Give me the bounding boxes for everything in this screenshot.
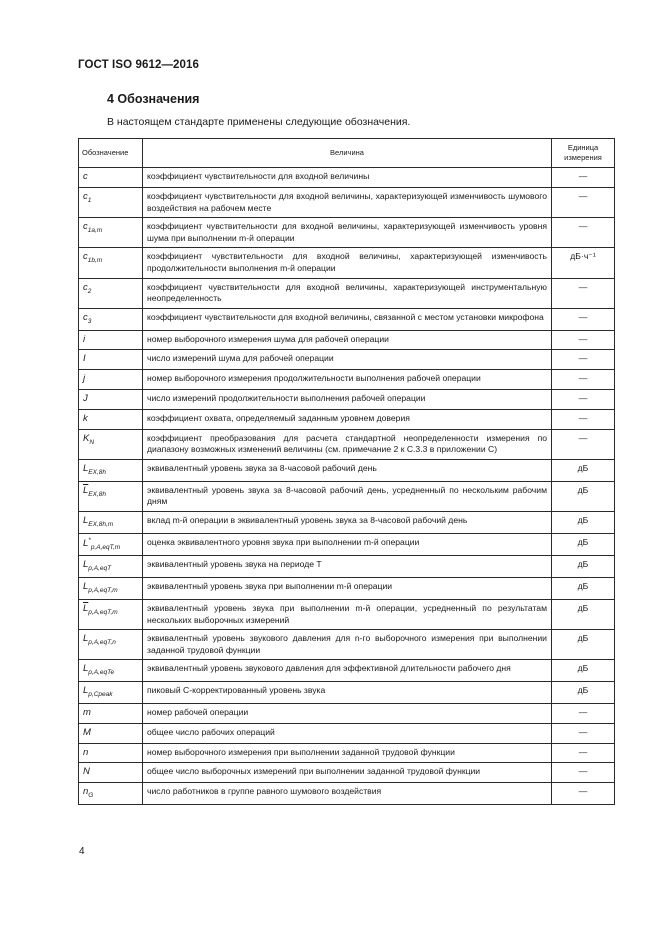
table-row bbox=[79, 370, 615, 390]
symbol-cell bbox=[79, 248, 143, 278]
symbol-subscript: p,A,eqTe bbox=[88, 669, 115, 677]
symbol-base: I bbox=[83, 353, 86, 365]
table-row bbox=[79, 660, 615, 682]
symbol-subscript: p,A,eqT,m bbox=[88, 609, 118, 616]
quantity-cell: номер выборочного измерения продолжительности выполнения рабочей операции bbox=[143, 370, 552, 390]
table-row bbox=[79, 390, 615, 410]
quantity-cell: эквивалентный уровень звука при выполнении m-й операции bbox=[143, 578, 552, 600]
symbol-cell bbox=[79, 390, 143, 410]
symbol-base: n bbox=[83, 786, 89, 798]
symbol-cell bbox=[79, 533, 143, 556]
symbol-cell bbox=[79, 763, 143, 783]
symbol-cell bbox=[79, 168, 143, 188]
column-header-unit: Единица измерения bbox=[552, 139, 615, 168]
unit-cell: — bbox=[552, 390, 615, 410]
quantity-cell: число работников в группе равного шумового воздействия bbox=[143, 783, 552, 805]
symbol-cell bbox=[79, 783, 143, 805]
quantity-cell: общее число рабочих операций bbox=[143, 723, 552, 743]
table-row bbox=[79, 630, 615, 660]
symbol-cell bbox=[79, 188, 143, 218]
unit-cell: — bbox=[552, 188, 615, 218]
unit-cell: — bbox=[552, 723, 615, 743]
table-row bbox=[79, 511, 615, 533]
symbol-subscript: EX,8h bbox=[88, 468, 107, 476]
unit-cell: — bbox=[552, 783, 615, 805]
table-row bbox=[79, 218, 615, 248]
symbol-base: c bbox=[83, 251, 88, 263]
quantity-cell: оценка эквивалентного уровня звука при выполнении m-й операции bbox=[143, 533, 552, 556]
unit-cell: дБ bbox=[552, 556, 615, 578]
quantity-cell: число измерений продолжительности выполнения рабочей операции bbox=[143, 390, 552, 410]
symbol-subscript: 1 bbox=[87, 197, 92, 205]
unit-cell: дБ bbox=[552, 459, 615, 481]
symbol-subscript: EX,8h,m bbox=[88, 520, 114, 528]
unit-cell: — bbox=[552, 409, 615, 429]
table-row bbox=[79, 278, 615, 308]
quantity-cell: эквивалентный уровень звукового давления для эффективной длительности рабочего дня bbox=[143, 660, 552, 682]
column-header-quantity: Величина bbox=[143, 139, 552, 168]
unit-cell: — bbox=[552, 308, 615, 330]
symbols-table bbox=[78, 138, 615, 805]
symbol-base: $\overline{L}$ bbox=[83, 603, 89, 614]
symbol-subscript: N bbox=[89, 438, 95, 446]
table-row bbox=[79, 723, 615, 743]
symbol-subscript: p,A,eqT,m bbox=[88, 587, 118, 595]
symbol-base: M bbox=[83, 726, 91, 738]
quantity-cell: коэффициент преобразования для расчета стандартной неопределенности измерения по диапазону возможных изменений величины (см. примечание 2 к С.3.3 в приложении С) bbox=[143, 429, 552, 459]
symbol-cell bbox=[79, 743, 143, 763]
unit-cell: дБ·ч⁻¹ bbox=[552, 248, 615, 278]
quantity-cell: коэффициент чувствительности для входной величины, характеризующей инструментальную неопределенность bbox=[143, 278, 552, 308]
quantity-cell: номер выборочного измерения шума для рабочей операции bbox=[143, 330, 552, 350]
quantity-cell: эквивалентный уровень звукового давления для n-го выборочного измерения при выполнении заданной трудовой функции bbox=[143, 630, 552, 660]
symbol-base: N bbox=[83, 766, 90, 778]
symbol-cell bbox=[79, 370, 143, 390]
unit-cell: дБ bbox=[552, 600, 615, 630]
table-row bbox=[79, 743, 615, 763]
symbol-subscript: 1a,m bbox=[87, 227, 103, 235]
symbol-cell bbox=[79, 630, 143, 660]
unit-cell: дБ bbox=[552, 481, 615, 511]
table-row bbox=[79, 763, 615, 783]
symbol-base: L bbox=[83, 633, 89, 645]
table-header-row bbox=[79, 139, 615, 168]
page-number: 4 bbox=[79, 846, 85, 857]
table-row bbox=[79, 248, 615, 278]
quantity-cell: вклад m-й операции в эквивалентный уровень звука за 8-часовой рабочий день bbox=[143, 511, 552, 533]
quantity-cell: коэффициент охвата, определяемый заданным уровнем доверия bbox=[143, 409, 552, 429]
unit-cell: — bbox=[552, 218, 615, 248]
quantity-cell: эквивалентный уровень звука за 8-часовой рабочий день, усредненный по нескольким рабочим дням bbox=[143, 481, 552, 511]
symbol-cell bbox=[79, 682, 143, 704]
symbol-base: $\overline{L}$ bbox=[83, 484, 89, 496]
symbol-cell bbox=[79, 481, 143, 511]
symbol-base: L bbox=[83, 514, 89, 526]
symbol-base: k bbox=[83, 412, 88, 424]
unit-cell: — bbox=[552, 743, 615, 763]
symbol-subscript: 3 bbox=[87, 317, 92, 325]
symbol-base: K bbox=[83, 432, 90, 444]
symbol-base: c bbox=[83, 311, 88, 323]
symbol-cell bbox=[79, 218, 143, 248]
unit-cell: — bbox=[552, 429, 615, 459]
table-row bbox=[79, 481, 615, 511]
symbol-cell bbox=[79, 278, 143, 308]
symbol-cell bbox=[79, 330, 143, 350]
symbol-subscript: p,A,eqT,m bbox=[90, 543, 121, 551]
quantity-cell: номер рабочей операции bbox=[143, 703, 552, 723]
unit-cell: — bbox=[552, 350, 615, 370]
unit-cell: — bbox=[552, 278, 615, 308]
unit-cell: дБ bbox=[552, 682, 615, 704]
symbol-subscript: p,Cpeak bbox=[88, 691, 113, 699]
symbol-base: L bbox=[83, 685, 89, 697]
symbol-base: L bbox=[83, 462, 89, 474]
unit-cell: дБ bbox=[552, 533, 615, 556]
unit-cell: — bbox=[552, 703, 615, 723]
table-row bbox=[79, 556, 615, 578]
symbol-subscript: 2 bbox=[87, 287, 92, 295]
table-row bbox=[79, 682, 615, 704]
symbol-cell bbox=[79, 409, 143, 429]
quantity-cell: эквивалентный уровень звука при выполнении m-й операции, усредненный по результатам нескольких выборочных измерений bbox=[143, 600, 552, 630]
table-row bbox=[79, 350, 615, 370]
unit-cell: дБ bbox=[552, 630, 615, 660]
symbol-subscript: p,A,eqT,n bbox=[88, 639, 116, 647]
table-row bbox=[79, 600, 615, 630]
symbol-cell bbox=[79, 703, 143, 723]
table-row bbox=[79, 783, 615, 805]
table-body bbox=[79, 168, 615, 805]
table-row bbox=[79, 578, 615, 600]
quantity-cell: общее число выборочных измерений при выполнении заданной трудовой функции bbox=[143, 763, 552, 783]
symbol-base: L bbox=[83, 537, 89, 549]
symbol-base: c bbox=[83, 221, 88, 233]
section-title: 4 Обозначения bbox=[107, 92, 200, 106]
table-row bbox=[79, 308, 615, 330]
quantity-cell: пиковый С-корректированный уровень звука bbox=[143, 682, 552, 704]
table-row bbox=[79, 533, 615, 556]
table-row bbox=[79, 168, 615, 188]
symbol-base: i bbox=[83, 333, 86, 345]
symbol-cell bbox=[79, 350, 143, 370]
symbol-base: c bbox=[83, 281, 88, 293]
symbol-cell bbox=[79, 429, 143, 459]
unit-cell: дБ bbox=[552, 511, 615, 533]
unit-cell: — bbox=[552, 370, 615, 390]
symbol-cell bbox=[79, 600, 143, 630]
unit-cell: — bbox=[552, 330, 615, 350]
symbol-cell bbox=[79, 578, 143, 600]
symbol-base: m bbox=[83, 706, 91, 718]
symbol-subscript: p,A,eqT bbox=[88, 565, 112, 573]
unit-cell: — bbox=[552, 168, 615, 188]
unit-cell: — bbox=[552, 763, 615, 783]
symbol-base: c bbox=[83, 191, 88, 203]
quantity-cell: номер выборочного измерения при выполнении заданной трудовой функции bbox=[143, 743, 552, 763]
table-row bbox=[79, 429, 615, 459]
quantity-cell: коэффициент чувствительности для входной величины, характеризующей изменчивость шумового воздействия на рабочем месте bbox=[143, 188, 552, 218]
symbol-cell bbox=[79, 660, 143, 682]
symbol-base: J bbox=[83, 393, 88, 405]
symbol-cell bbox=[79, 723, 143, 743]
column-header-symbol: Обозначение bbox=[79, 139, 143, 168]
symbol-cell bbox=[79, 556, 143, 578]
table-row bbox=[79, 188, 615, 218]
symbol-subscript: G bbox=[88, 792, 94, 800]
quantity-cell: коэффициент чувствительности для входной величины, характеризующей изменчивость продолжительности выполнения m-й операции bbox=[143, 248, 552, 278]
symbol-cell bbox=[79, 459, 143, 481]
symbol-base: c bbox=[83, 171, 88, 183]
symbol-base: L bbox=[83, 581, 89, 593]
symbol-subscript: 1b,m bbox=[87, 257, 103, 265]
symbol-base: L bbox=[83, 559, 89, 571]
symbol-subscript: EX,8h bbox=[88, 490, 107, 498]
symbol-base: n bbox=[83, 746, 89, 758]
table-row bbox=[79, 703, 615, 723]
quantity-cell: коэффициент чувствительности для входной величины, связанной с местом установки микрофона bbox=[143, 308, 552, 330]
table-row bbox=[79, 409, 615, 429]
table-row bbox=[79, 330, 615, 350]
symbol-cell bbox=[79, 308, 143, 330]
quantity-cell: эквивалентный уровень звука за 8-часовой рабочий день bbox=[143, 459, 552, 481]
unit-cell: дБ bbox=[552, 660, 615, 682]
symbol-superscript: * bbox=[88, 536, 91, 544]
intro-text: В настоящем стандарте применены следующие обозначения. bbox=[107, 116, 411, 128]
table-row bbox=[79, 459, 615, 481]
quantity-cell: эквивалентный уровень звука на периоде T bbox=[143, 556, 552, 578]
quantity-cell: число измерений шума для рабочей операции bbox=[143, 350, 552, 370]
quantity-cell: коэффициент чувствительности для входной величины, характеризующей изменчивость уровня шума при выполнении m-й операции bbox=[143, 218, 552, 248]
symbol-base: j bbox=[83, 373, 86, 385]
symbol-cell bbox=[79, 511, 143, 533]
unit-cell: дБ bbox=[552, 578, 615, 600]
quantity-cell: коэффициент чувствительности для входной величины bbox=[143, 168, 552, 188]
symbol-base: L bbox=[83, 663, 89, 675]
document-header: ГОСТ ISO 9612—2016 bbox=[78, 59, 200, 71]
